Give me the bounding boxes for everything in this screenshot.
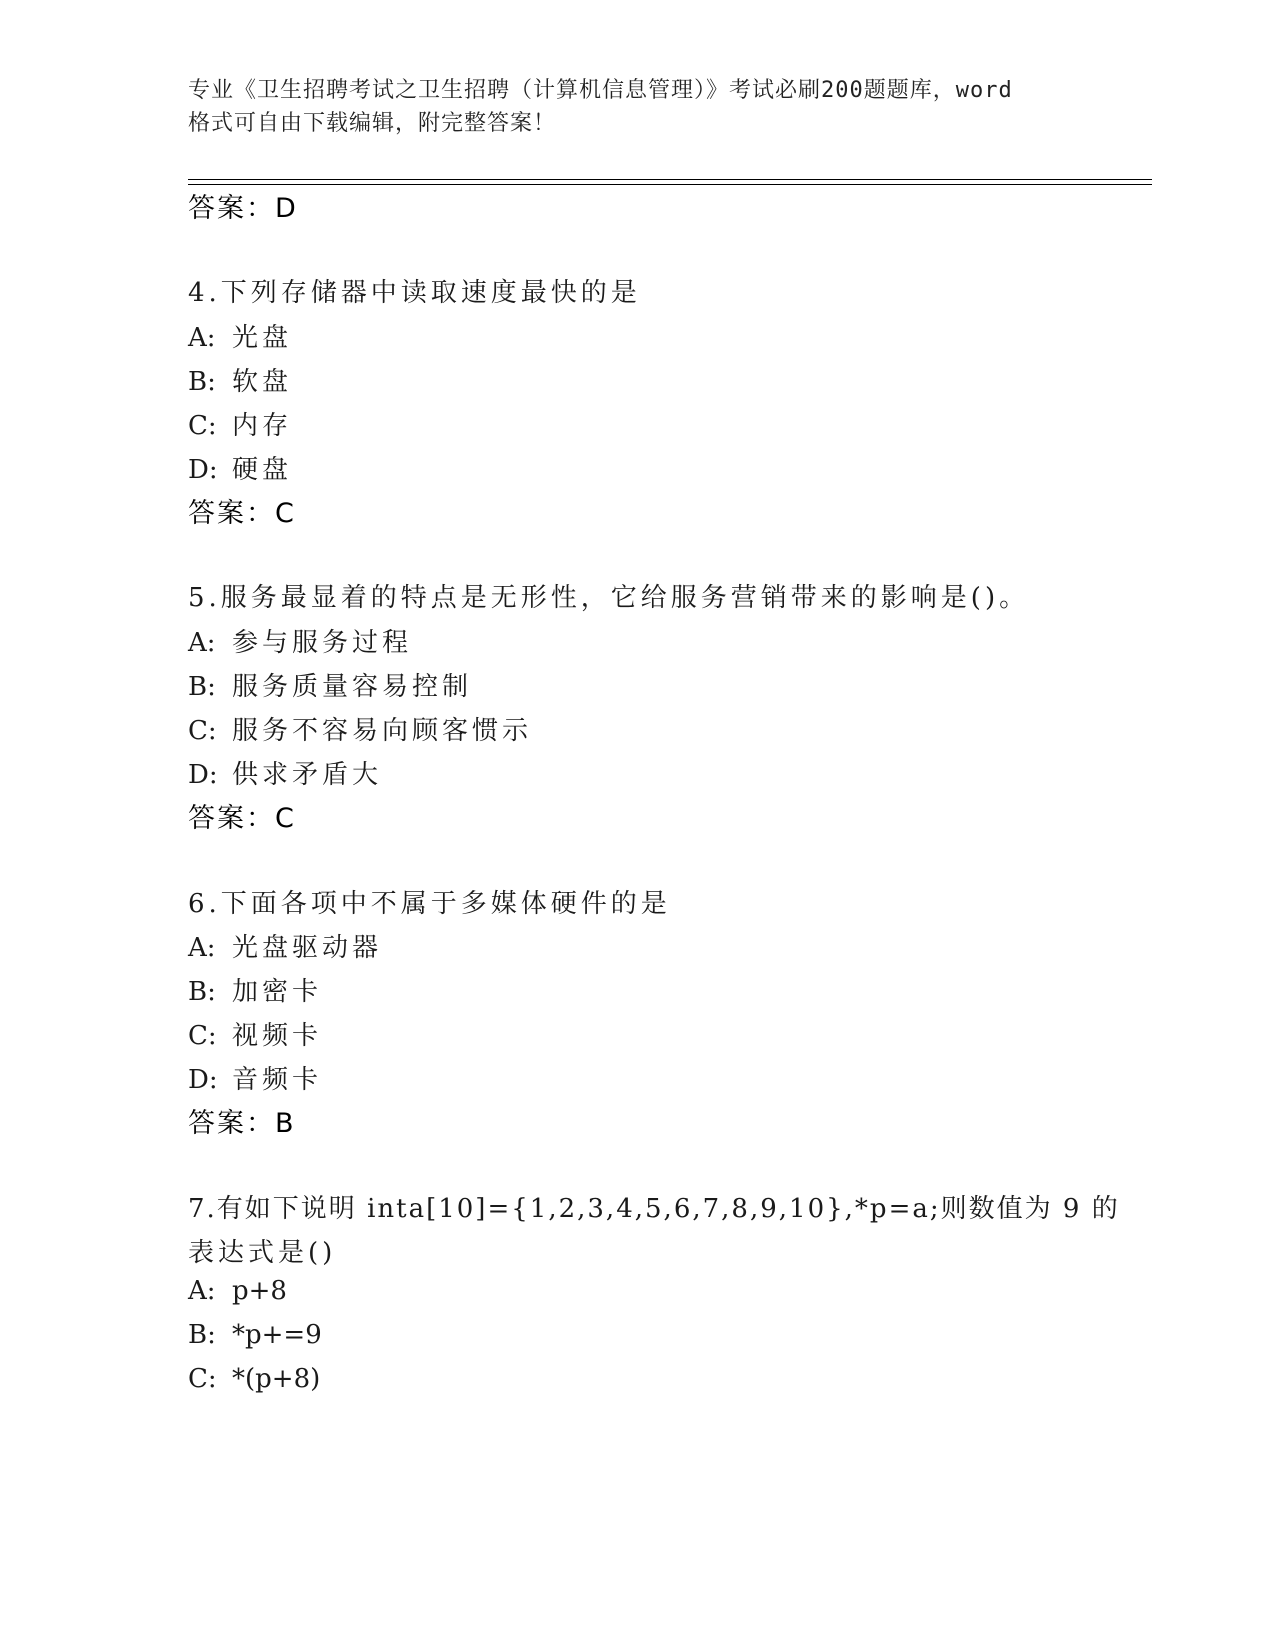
option-letter: A: xyxy=(188,628,216,658)
header-line-1: 专业《卫生招聘考试之卫生招聘（计算机信息管理）》考试必刷200题题库，word xyxy=(188,78,1013,103)
answer-prefix: 答案： xyxy=(188,193,275,224)
answer-q5 xyxy=(188,796,296,835)
option-text: p+8 xyxy=(232,1276,287,1306)
question-5-option-a xyxy=(188,622,412,659)
option-text: 服务不容易向顾客惯示 xyxy=(232,716,533,746)
option-text: 内存 xyxy=(232,411,293,441)
question-4-option-c xyxy=(188,405,292,442)
answer-prefix: 答案： xyxy=(188,498,275,529)
answer-value: C xyxy=(275,803,296,834)
header-rule-top xyxy=(188,179,1152,180)
option-letter: B: xyxy=(188,367,216,397)
answer-prefix: 答案： xyxy=(188,1108,275,1139)
option-letter: C: xyxy=(188,411,217,441)
option-text: *p+=9 xyxy=(232,1320,322,1350)
question-7-stem-line-1: 7.有如下说明 inta[10]={1,2,3,4,5,6,7,8,9,10},*p=a;则数值为 9 的 xyxy=(188,1194,1120,1224)
option-text: 光盘 xyxy=(232,323,293,353)
option-letter: D: xyxy=(188,760,218,790)
option-letter: B: xyxy=(188,672,216,702)
option-letter: A: xyxy=(188,1276,216,1306)
answer-value: D xyxy=(275,193,298,224)
question-4-stem: 4.下列存储器中读取速度最快的是 xyxy=(188,278,641,308)
option-letter: B: xyxy=(188,977,216,1007)
question-5-option-c xyxy=(188,710,532,747)
option-text: 参与服务过程 xyxy=(232,628,413,658)
option-letter: A: xyxy=(188,933,216,963)
answer-value: B xyxy=(275,1108,296,1139)
option-text: 音频卡 xyxy=(232,1065,323,1095)
answer-prefix: 答案： xyxy=(188,803,275,834)
question-6-option-d xyxy=(188,1059,322,1096)
header-line-2: 格式可自由下载编辑，附完整答案！ xyxy=(188,111,557,136)
option-letter: C: xyxy=(188,716,217,746)
question-5-stem: 5.服务最显着的特点是无形性，它给服务营销带来的影响是()。 xyxy=(188,583,1030,613)
option-text: *(p+8) xyxy=(232,1364,321,1394)
option-letter: C: xyxy=(188,1021,217,1051)
question-6-stem: 6.下面各项中不属于多媒体硬件的是 xyxy=(188,889,671,919)
option-text: 视频卡 xyxy=(232,1021,323,1051)
option-letter: B: xyxy=(188,1320,216,1350)
question-4-option-a xyxy=(188,317,292,354)
question-6-option-a xyxy=(188,927,382,964)
question-5-option-d xyxy=(188,754,382,791)
option-text: 供求矛盾大 xyxy=(232,760,383,790)
question-7-option-b xyxy=(188,1320,322,1350)
question-6-option-b xyxy=(188,971,322,1008)
question-7-stem-line-2: 表达式是() xyxy=(188,1238,337,1268)
question-6-option-c xyxy=(188,1015,322,1052)
question-7-option-c xyxy=(188,1364,320,1394)
document-header xyxy=(188,74,1088,140)
question-5-option-b xyxy=(188,666,472,703)
option-letter: C: xyxy=(188,1364,217,1394)
option-letter: D: xyxy=(188,455,218,485)
option-text: 软盘 xyxy=(232,367,293,397)
question-4-option-d xyxy=(188,449,292,486)
option-text: 服务质量容易控制 xyxy=(232,672,473,702)
answer-q4 xyxy=(188,491,296,530)
option-letter: A: xyxy=(188,323,216,353)
header-rule-bottom xyxy=(188,184,1152,185)
question-7-option-a xyxy=(188,1276,287,1306)
answer-q3 xyxy=(188,186,298,225)
question-4-option-b xyxy=(188,361,292,398)
answer-q6 xyxy=(188,1101,296,1140)
answer-value: C xyxy=(275,498,296,529)
option-letter: D: xyxy=(188,1065,218,1095)
option-text: 加密卡 xyxy=(232,977,323,1007)
option-text: 光盘驱动器 xyxy=(232,933,383,963)
option-text: 硬盘 xyxy=(232,455,293,485)
